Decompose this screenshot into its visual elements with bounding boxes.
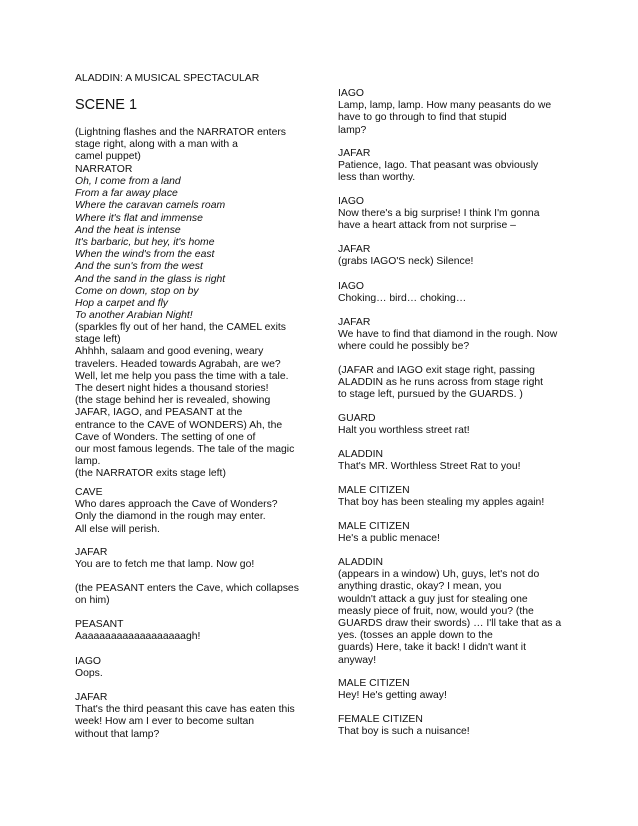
script-line: Hop a carpet and fly (75, 298, 168, 310)
script-line: have to go through to find that stupid (338, 112, 507, 124)
script-line: wouldn't attack a guy just for stealing one (338, 593, 528, 605)
script-line: have a heart attack from not surprise – (338, 220, 516, 232)
script-line: ALADDIN as he runs across from stage right (338, 377, 544, 389)
script-line: (the PEASANT enters the Cave, which collapses (75, 583, 299, 594)
script-block (338, 678, 447, 702)
script-line: (the stage behind her is revealed, showing (75, 395, 271, 407)
script-line: stage right, along with a man with a (75, 139, 238, 151)
script-line: yes. (tosses an apple down to the (338, 630, 493, 642)
script-line: Where the caravan camels roam (75, 200, 226, 212)
script-line: without that lamp? (75, 728, 160, 740)
script-line: All else will perish. (75, 523, 160, 535)
script-line: We have to find that diamond in the rough. Now (338, 329, 558, 341)
script-line: (grabs IAGO'S neck) Silence! (338, 256, 474, 268)
script-line: Who dares approach the Cave of Wonders? (75, 499, 278, 511)
script-block (75, 547, 254, 571)
script-line: GUARDS draw their swords) … I'll take that as a (338, 618, 562, 630)
script-block (75, 487, 278, 536)
script-block (338, 281, 466, 305)
script-block (75, 692, 295, 741)
script-line: guards) Here, take it back! I didn't want it (338, 642, 526, 654)
script-block (75, 656, 103, 680)
script-line: (the NARRATOR exits stage left) (75, 468, 226, 480)
script-line: When the wind's from the east (75, 249, 215, 261)
script-line: where could he possibly be? (338, 341, 470, 353)
script-block (75, 127, 286, 176)
script-block (338, 365, 543, 402)
script-line: MALE CITIZEN (338, 485, 410, 496)
script-line: to stage left, pursued by the GUARDS. ) (338, 389, 523, 401)
script-line: less than worthy. (338, 172, 416, 184)
script-line: Halt you worthless street rat! (338, 425, 470, 437)
script-line: The desert night hides a thousand stories! (75, 383, 269, 395)
script-block (338, 449, 521, 473)
script-line: FEMALE CITIZEN (338, 714, 423, 725)
document-title: ALADDIN: A MUSICAL SPECTACULAR (75, 73, 260, 84)
script-line: lamp? (338, 124, 367, 136)
scene-heading: SCENE 1 (75, 97, 138, 113)
script-line: And the heat is intense (75, 224, 181, 236)
script-block (338, 714, 470, 738)
script-line: Come on down, stop on by (75, 285, 199, 297)
script-line: That boy has been stealing my apples again! (338, 497, 545, 509)
script-line: Well, let me help you pass the time with a tale. (75, 370, 289, 382)
script-line: And the sand in the glass is right (75, 273, 226, 285)
script-line: anyway! (338, 654, 377, 666)
script-line: week! How am I ever to become sultan (75, 716, 255, 728)
script-line: Cave of Wonders. The setting of one of (75, 431, 256, 443)
script-line: You are to fetch me that lamp. Now go! (75, 559, 255, 571)
script-block (338, 88, 551, 137)
script-line: JAFAR (338, 244, 371, 255)
script-line: And the sun's from the west (75, 261, 203, 273)
script-line: Only the diamond in the rough may enter. (75, 511, 266, 523)
script-block (338, 413, 470, 437)
script-line: measly piece of fruit, now, would you? (the (338, 605, 534, 617)
script-line: JAFAR (75, 692, 108, 703)
script-line: That's the third peasant this cave has eaten this (75, 704, 295, 716)
script-line: on him) (75, 595, 110, 607)
script-line: Oops. (75, 668, 103, 680)
script-block (338, 521, 440, 545)
script-line: Patience, Iago. That peasant was obviously (338, 160, 539, 172)
script-line: IAGO (338, 196, 364, 207)
script-line: anything drastic, okay? I mean, you (338, 581, 502, 593)
script-line: It's barbaric, but hey, it's home (75, 237, 215, 249)
script-line: CAVE (75, 487, 103, 498)
script-block (75, 176, 225, 322)
script-line: IAGO (338, 281, 364, 292)
script-block (75, 583, 299, 607)
script-block (338, 148, 538, 185)
script-line: Now there's a big surprise! I think I'm gonna (338, 208, 540, 220)
script-line: Lamp, lamp, lamp. How many peasants do we (338, 100, 552, 112)
script-line: (appears in a window) Uh, guys, let's not do (338, 569, 540, 581)
script-line: MALE CITIZEN (338, 678, 410, 689)
script-block (75, 322, 294, 481)
script-block (338, 196, 540, 233)
script-line: entrance to the CAVE of WONDERS) Ah, the (75, 419, 283, 431)
script-line: Where it's flat and immense (75, 212, 203, 224)
script-line: JAFAR (338, 148, 371, 159)
script-block (338, 485, 544, 509)
script-block (75, 619, 200, 643)
script-line: Choking… bird… choking… (338, 293, 467, 305)
script-line: To another Arabian Night! (75, 310, 193, 322)
script-line: (Lightning flashes and the NARRATOR enters (75, 127, 286, 138)
script-line: From a far away place (75, 188, 178, 200)
script-line: That boy is such a nuisance! (338, 726, 470, 738)
script-line: IAGO (75, 656, 101, 667)
script-line: IAGO (338, 88, 364, 99)
script-block (338, 557, 561, 667)
script-line: JAFAR, IAGO, and PEASANT at the (75, 407, 243, 419)
script-line: (JAFAR and IAGO exit stage right, passing (338, 365, 535, 376)
script-line: NARRATOR (75, 163, 133, 175)
script-line: JAFAR (75, 547, 108, 558)
script-line: (sparkles fly out of her hand, the CAMEL exits (75, 322, 286, 333)
script-line: ALADDIN (338, 557, 384, 568)
script-block (338, 317, 557, 354)
script-line: stage left) (75, 334, 121, 346)
script-line: Aaaaaaaaaaaaaaaaaaagh! (75, 631, 201, 643)
script-line: our most famous legends. The tale of the magic (75, 444, 295, 456)
script-line: MALE CITIZEN (338, 521, 410, 532)
script-block (338, 244, 473, 268)
script-line: ALADDIN (338, 449, 384, 460)
script-line: Oh, I come from a land (75, 176, 181, 187)
script-line: camel puppet) (75, 151, 141, 163)
script-line: That's MR. Worthless Street Rat to you! (338, 461, 521, 473)
script-line: Ahhhh, salaam and good evening, weary (75, 346, 264, 358)
script-line: travelers. Headed towards Agrabah, are we? (75, 358, 281, 370)
script-line: He's a public menace! (338, 533, 440, 545)
script-line: Hey! He's getting away! (338, 690, 447, 702)
script-line: GUARD (338, 413, 376, 424)
script-line: JAFAR (338, 317, 371, 328)
script-line: PEASANT (75, 619, 124, 630)
script-line: lamp. (75, 456, 101, 468)
